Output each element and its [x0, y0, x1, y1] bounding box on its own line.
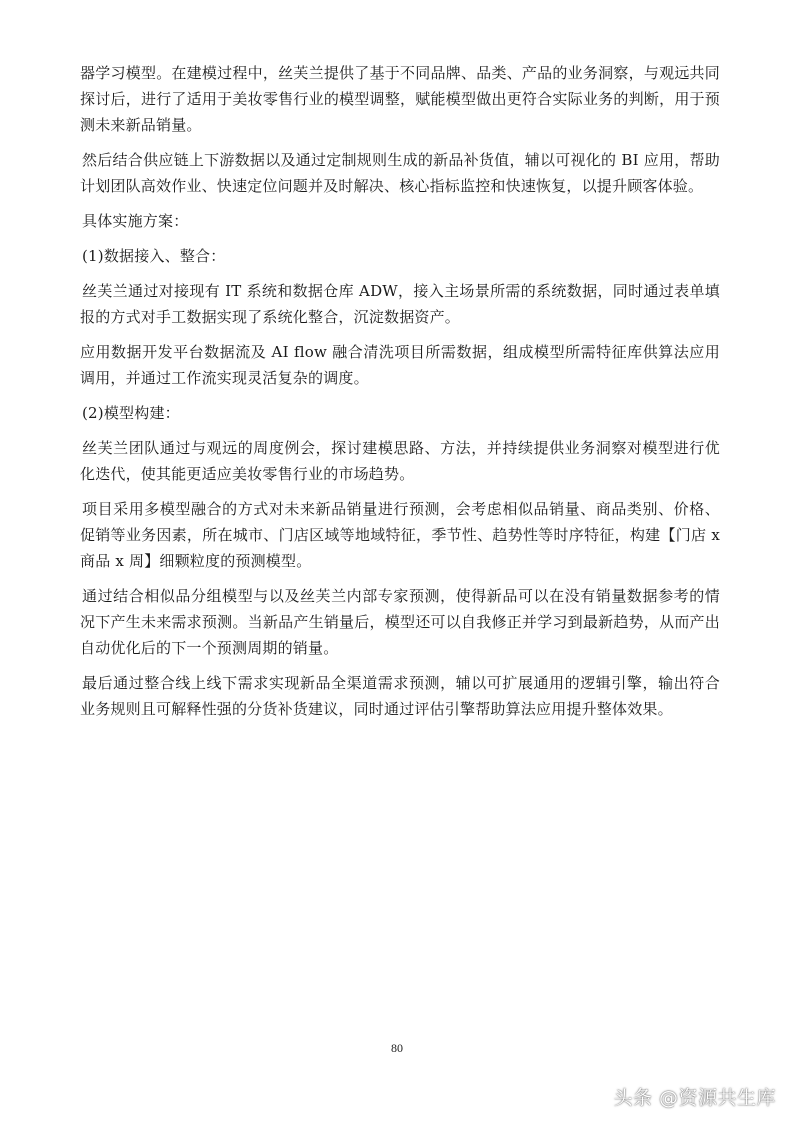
paragraph-4: (1)数据接入、整合： — [82, 247, 226, 265]
paragraph-5: 丝芙兰通过对接现有 IT 系统和数据仓库 ADW，接入主场景所需的系统数据，同时通过表单填报的方式对手工数据实现了系统化整合，沉淀数据资产。 — [80, 282, 720, 326]
watermark: 头条 @资源共生库 — [613, 1087, 776, 1109]
paragraph-11: 最后通过整合线上线下需求实现新品全渠道需求预测，辅以可扩展通用的逻辑引擎，输出符合业务规则且可解释性强的分货补货建议，同时通过评估引擎帮助算法应用提升整体效果。 — [80, 674, 720, 718]
document-body — [80, 60, 720, 731]
paragraph-6: 应用数据开发平台数据流及 AI flow 融合清洗项目所需数据，组成模型所需特征库供算法应用调用，并通过工作流实现灵活复杂的调度。 — [80, 343, 720, 387]
paragraph-9: 项目采用多模型融合的方式对未来新品销量进行预测，会考虑相似品销量、商品类别、价格、促销等业务因素，所在城市、门店区域等地域特征，季节性、趋势性等时序特征，构建【门店 x 商品 x 周】细颗粒度的预测模型。 — [80, 500, 720, 570]
paragraph-2: 然后结合供应链上下游数据以及通过定制规则生成的新品补货值，辅以可视化的 BI 应用，帮助计划团队高效作业、快速定位问题并及时解决、核心指标监控和快速恢复，以提升顾客体验。 — [80, 151, 720, 195]
page-number: 80 — [391, 1041, 403, 1055]
paragraph-7: (2)模型构建： — [82, 404, 180, 422]
paragraph-1: 器学习模型。在建模过程中，丝芙兰提供了基于不同品牌、品类、产品的业务洞察，与观远共同探讨后，进行了适用于美妆零售行业的模型调整，赋能模型做出更符合实际业务的判断，用于预测未来新品销量。 — [80, 64, 720, 134]
paragraph-3: 具体实施方案： — [82, 212, 189, 230]
paragraph-10: 通过结合相似品分组模型与以及丝芙兰内部专家预测，使得新品可以在没有销量数据参考的情况下产生未来需求预测。当新品产生销量后，模型还可以自我修正并学习到最新趋势，从而产出自动优化后的下一个预测周期的销量。 — [80, 587, 720, 657]
paragraph-8: 丝芙兰团队通过与观远的周度例会，探讨建模思路、方法，并持续提供业务洞察对模型进行优化迭代，使其能更适应美妆零售行业的市场趋势。 — [80, 439, 720, 483]
